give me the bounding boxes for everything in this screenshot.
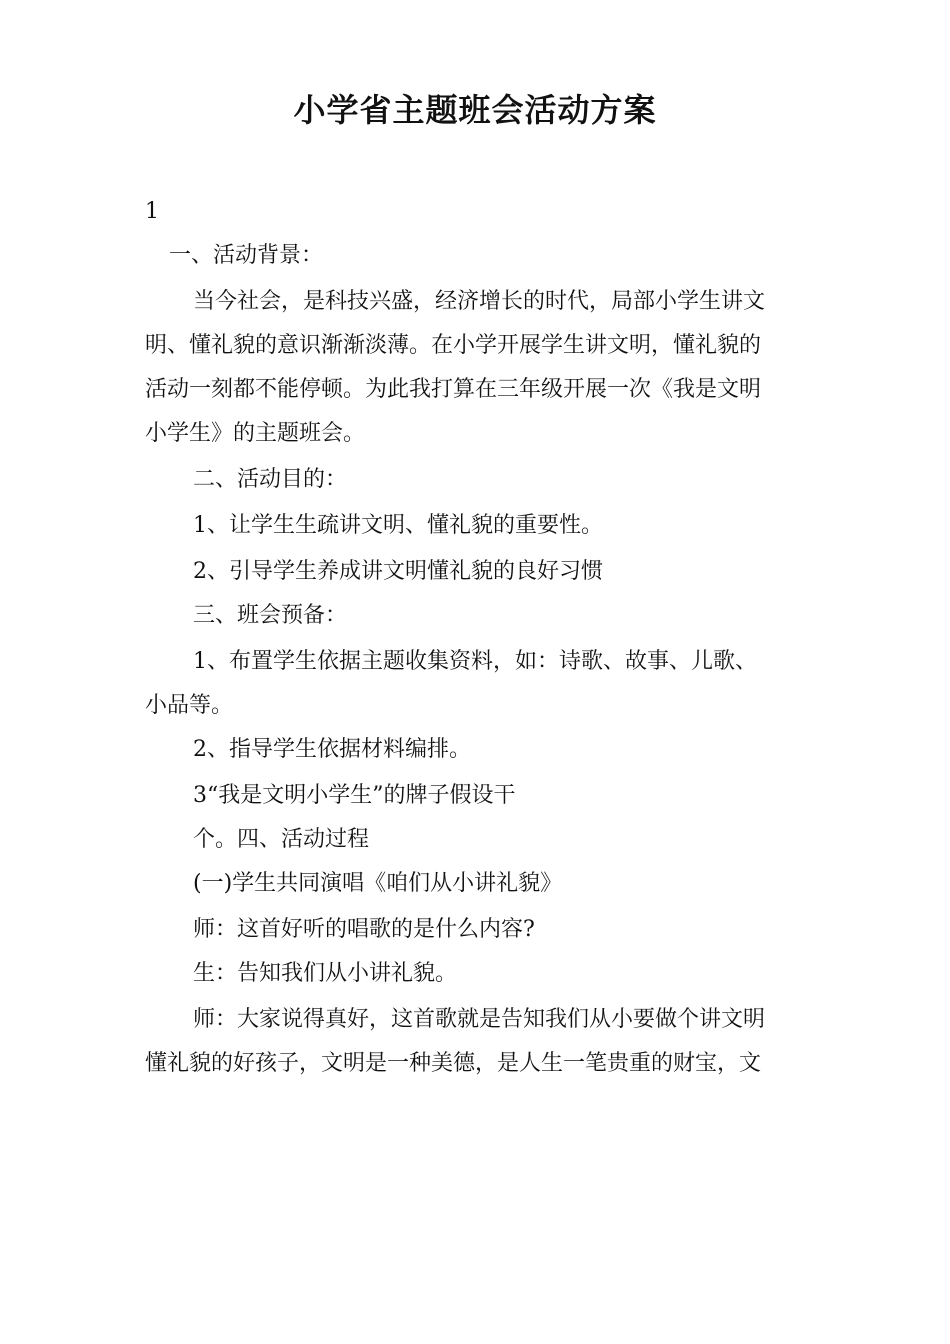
section-heading-background: 一、活动背景： — [169, 243, 324, 268]
paragraph-line: 小学生》的主题班会。 — [145, 421, 366, 446]
list-item: 3“我是文明小学生”的牌子假设干 — [193, 783, 516, 808]
list-item: 1、让学生生疏讲文明、懂礼貌的重要性。 — [193, 513, 603, 538]
dialogue-line: 师：这首好听的唱歌的是什么内容? — [193, 917, 535, 942]
paragraph-line: 活动一刻都不能停顿。为此我打算在三年级开展一次《我是文明 — [145, 377, 762, 402]
list-item: 2、引导学生养成讲文明懂礼貌的良好习惯 — [193, 559, 603, 584]
paragraph-line: 当今社会，是科技兴盛，经济增长的时代，局部小学生讲文 — [193, 289, 766, 314]
list-item: 2、指导学生依据材料编排。 — [193, 737, 471, 762]
dialogue-line: 生：告知我们从小讲礼貌。 — [193, 961, 458, 986]
section-heading-goals: 二、活动目的： — [193, 467, 348, 492]
dialogue-line: 师：大家说得真好，这首歌就是告知我们从小要做个讲文明 — [193, 1007, 766, 1032]
subsection-heading: (一)学生共同演唱《咱们从小讲礼貌》 — [193, 871, 563, 896]
dialogue-line: 懂礼貌的好孩子，文明是一种美德，是人生一笔贵重的财宝，文 — [145, 1051, 762, 1076]
page-number-line: 1 — [145, 199, 159, 224]
list-item: 1、布置学生依据主题收集资料，如：诗歌、故事、儿歌、 — [193, 649, 757, 674]
section-heading-preparation: 三、班会预备： — [193, 603, 348, 628]
section-heading-process: 个。四、活动过程 — [193, 827, 370, 852]
document-title: 小学省主题班会活动方案 — [293, 91, 657, 129]
paragraph-line: 明、懂礼貌的意识渐渐淡薄。在小学开展学生讲文明，懂礼貌的 — [145, 333, 762, 358]
list-item-continuation: 小品等。 — [145, 693, 234, 718]
